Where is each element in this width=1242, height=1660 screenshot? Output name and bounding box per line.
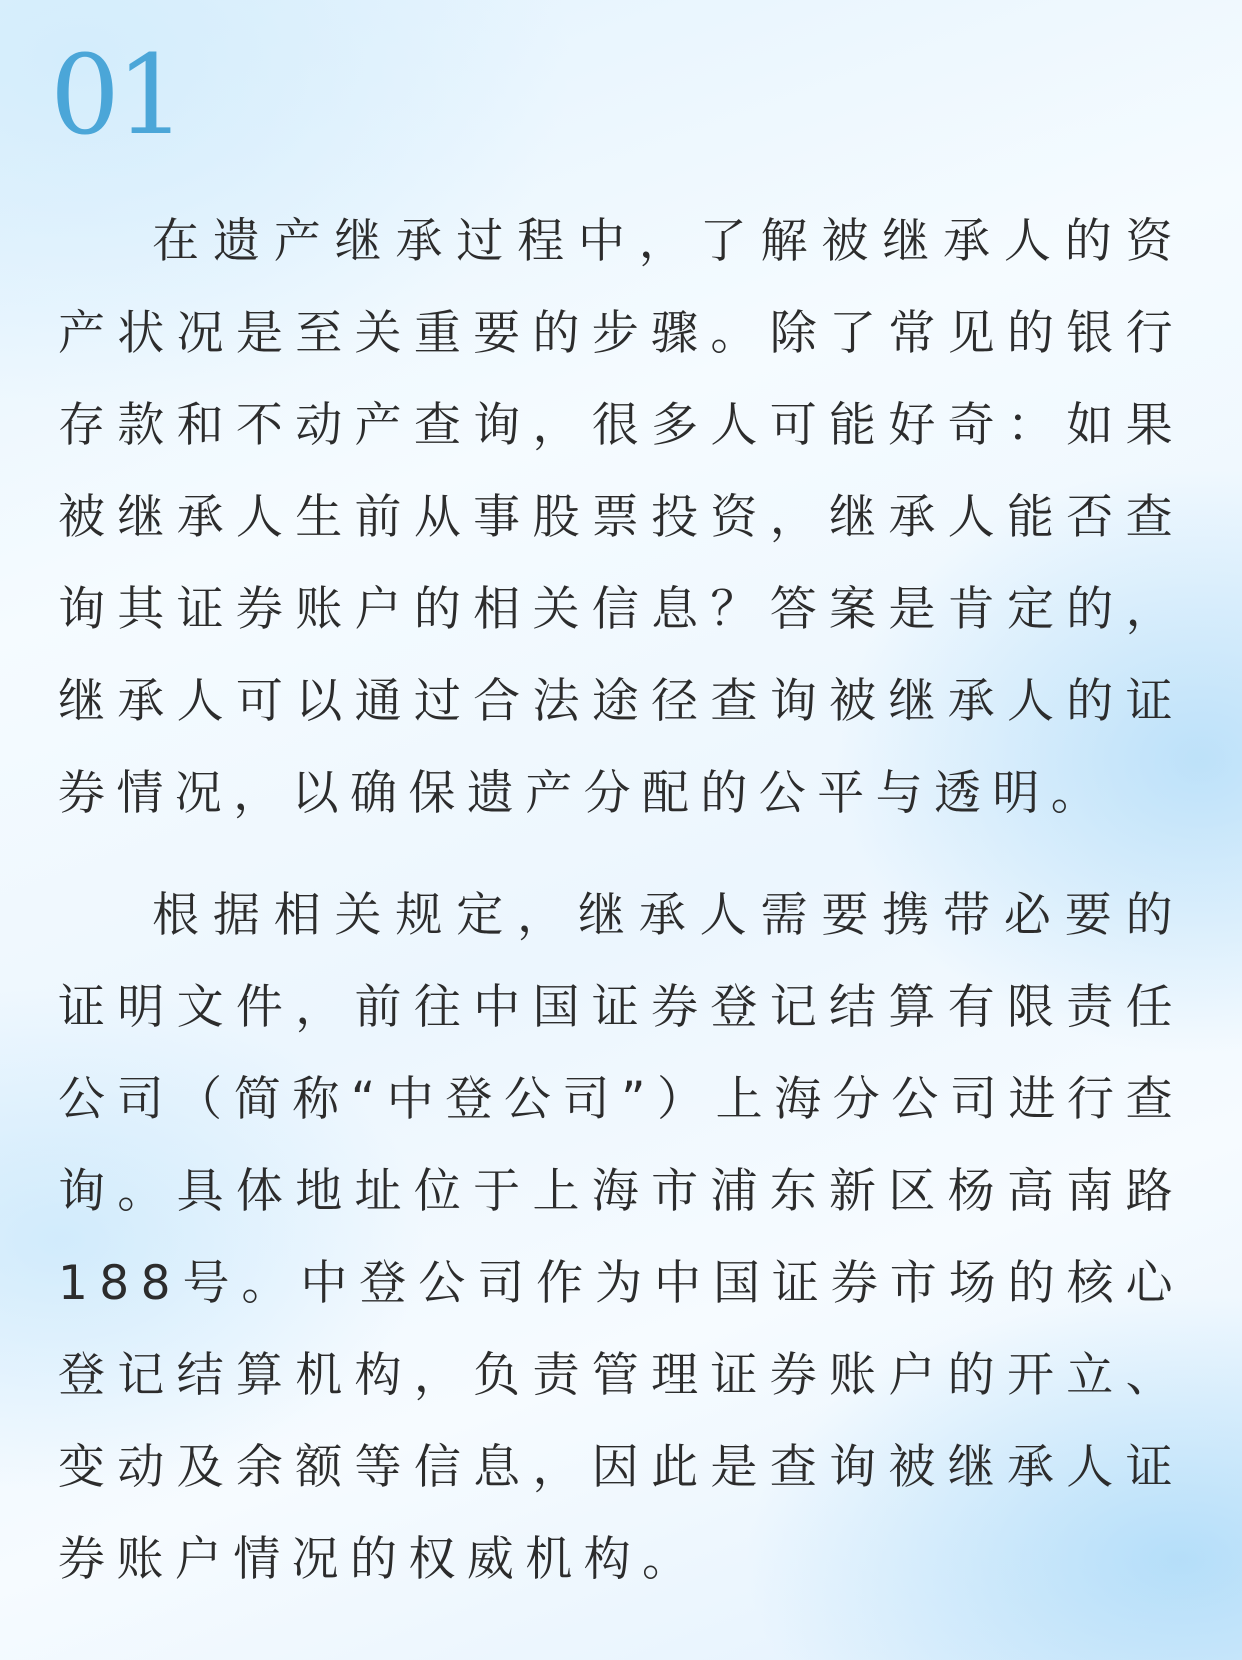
paragraph-query-procedure: 根据相关规定，继承人需要携带必要的证明文件，前往中国证券登记结算有限责任公司（简称“中登公司”）上海分公司进行查询。具体地址位于上海市浦东新区杨高南路188号。中登公司作为中国证券市场的核心登记结算机构，负责管理证券账户的开立、变动及余额等信息，因此是查询被继承人证券账户情况的权威机构。 bbox=[58, 888, 1184, 1587]
paragraph-inheritance-intro: 在遗产继承过程中，了解被继承人的资产状况是至关重要的步骤。除了常见的银行存款和不动产查询，很多人可能好奇：如果被继承人生前从事股票投资，继承人能否查询其证券账户的相关信息？答案是肯定的，继承人可以通过合法途径查询被继承人的证券情况，以确保遗产分配的公平与透明。 bbox=[58, 214, 1184, 821]
page-number: 01 bbox=[50, 31, 182, 159]
article-body bbox=[58, 196, 1184, 1606]
